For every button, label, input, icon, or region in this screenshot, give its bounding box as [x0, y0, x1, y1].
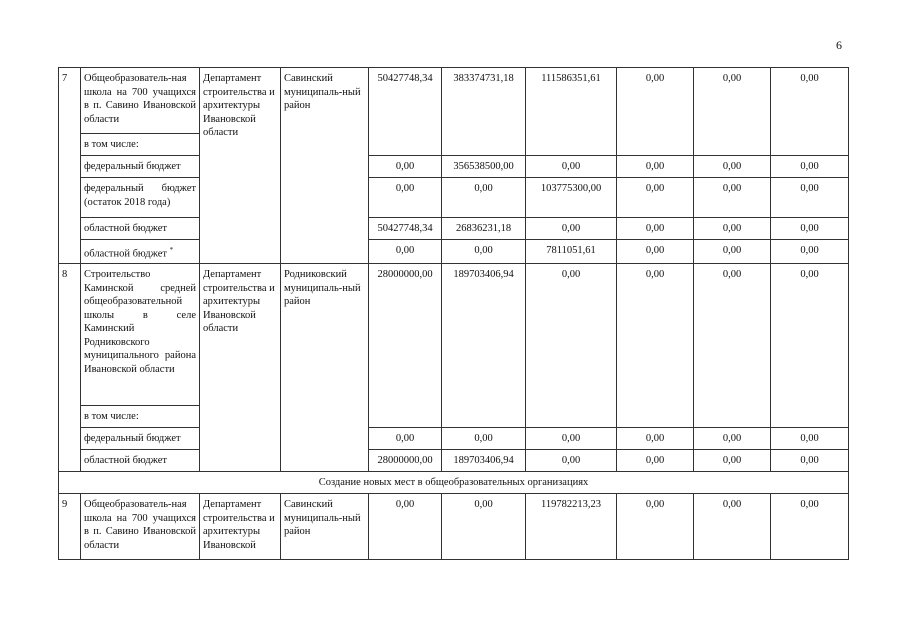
value-cell: 103775300,00	[526, 178, 617, 218]
value-cell: 0,00	[771, 450, 849, 472]
budget-label: федеральный бюджет (остаток 2018 года)	[81, 178, 200, 218]
budget-label: областной бюджет	[81, 450, 200, 472]
value-cell: 0,00	[617, 264, 694, 428]
value-cell: 7811051,61	[526, 240, 617, 264]
page-number: 6	[836, 38, 842, 52]
value-cell: 0,00	[771, 264, 849, 428]
value-cell: 0,00	[442, 178, 526, 218]
project-department: Департамент строительства и архитектуры Ивановской области	[200, 264, 281, 472]
value-cell: 0,00	[526, 218, 617, 240]
budget-label	[81, 240, 200, 264]
budget-label-text: областной бюджет	[84, 248, 167, 260]
value-cell: 0,00	[771, 178, 849, 218]
value-cell: 189703406,94	[442, 450, 526, 472]
table-row	[59, 68, 849, 134]
value-cell: 383374731,18	[442, 68, 526, 156]
value-cell: 0,00	[771, 68, 849, 156]
value-cell: 0,00	[617, 156, 694, 178]
row-number: 9	[59, 494, 81, 560]
value-cell: 0,00	[694, 494, 771, 560]
budget-label: федеральный бюджет	[81, 156, 200, 178]
value-cell: 0,00	[526, 428, 617, 450]
table-row	[59, 178, 849, 218]
value-cell: 0,00	[617, 178, 694, 218]
value-cell: 0,00	[526, 450, 617, 472]
table-row	[59, 472, 849, 494]
value-cell: 0,00	[694, 450, 771, 472]
footnote-mark: *	[169, 246, 174, 254]
value-cell: 0,00	[442, 240, 526, 264]
value-cell: 0,00	[771, 156, 849, 178]
budget-label: областной бюджет	[81, 218, 200, 240]
value-cell: 0,00	[617, 428, 694, 450]
value-cell: 0,00	[694, 264, 771, 428]
table-row	[59, 156, 849, 178]
value-cell: 0,00	[617, 218, 694, 240]
table-row	[59, 264, 849, 406]
table-row	[59, 494, 849, 560]
including-label: в том числе:	[81, 406, 200, 428]
value-cell: 0,00	[369, 156, 442, 178]
project-district: Родниковский муниципаль-ный район	[281, 264, 369, 472]
including-label: в том числе:	[81, 134, 200, 156]
row-number: 8	[59, 264, 81, 472]
row-number: 7	[59, 68, 81, 264]
value-cell: 0,00	[694, 156, 771, 178]
value-cell: 0,00	[442, 494, 526, 560]
budget-table	[58, 67, 849, 560]
value-cell: 0,00	[369, 428, 442, 450]
value-cell: 0,00	[771, 240, 849, 264]
value-cell: 0,00	[442, 428, 526, 450]
value-cell: 26836231,18	[442, 218, 526, 240]
value-cell: 0,00	[617, 450, 694, 472]
value-cell: 50427748,34	[369, 218, 442, 240]
value-cell: 50427748,34	[369, 68, 442, 156]
value-cell: 0,00	[771, 494, 849, 560]
value-cell: 0,00	[771, 218, 849, 240]
value-cell: 28000000,00	[369, 264, 442, 428]
value-cell: 0,00	[369, 240, 442, 264]
project-department: Департамент строительства и архитектуры Ивановской	[200, 494, 281, 560]
budget-label: федеральный бюджет	[81, 428, 200, 450]
value-cell: 0,00	[369, 178, 442, 218]
table-row	[59, 218, 849, 240]
value-cell: 0,00	[694, 428, 771, 450]
project-name: Строительство Каминской средней общеобразовательной школы в селе Каминский Родниковского муниципального района Ивановской области	[81, 264, 200, 406]
value-cell: 0,00	[526, 264, 617, 428]
value-cell: 0,00	[369, 494, 442, 560]
value-cell: 0,00	[694, 68, 771, 156]
value-cell: 0,00	[694, 240, 771, 264]
value-cell: 356538500,00	[442, 156, 526, 178]
project-name: Общеобразователь-ная школа на 700 учащихся в п. Савино Ивановской области	[81, 68, 200, 134]
value-cell: 0,00	[694, 178, 771, 218]
project-department: Департамент строительства и архитектуры Ивановской области	[200, 68, 281, 264]
table-row	[59, 240, 849, 264]
project-district: Савинский муниципаль-ный район	[281, 68, 369, 264]
project-name: Общеобразователь-ная школа на 700 учащихся в п. Савино Ивановской области	[81, 494, 200, 560]
value-cell: 0,00	[617, 494, 694, 560]
value-cell: 0,00	[617, 240, 694, 264]
value-cell: 111586351,61	[526, 68, 617, 156]
project-district: Савинский муниципаль-ный район	[281, 494, 369, 560]
value-cell: 119782213,23	[526, 494, 617, 560]
table-row	[59, 428, 849, 450]
value-cell: 0,00	[694, 218, 771, 240]
value-cell: 0,00	[617, 68, 694, 156]
value-cell: 189703406,94	[442, 264, 526, 428]
value-cell: 0,00	[526, 156, 617, 178]
value-cell: 28000000,00	[369, 450, 442, 472]
value-cell: 0,00	[771, 428, 849, 450]
section-title: Создание новых мест в общеобразовательных организациях	[59, 472, 849, 494]
table-row	[59, 450, 849, 472]
